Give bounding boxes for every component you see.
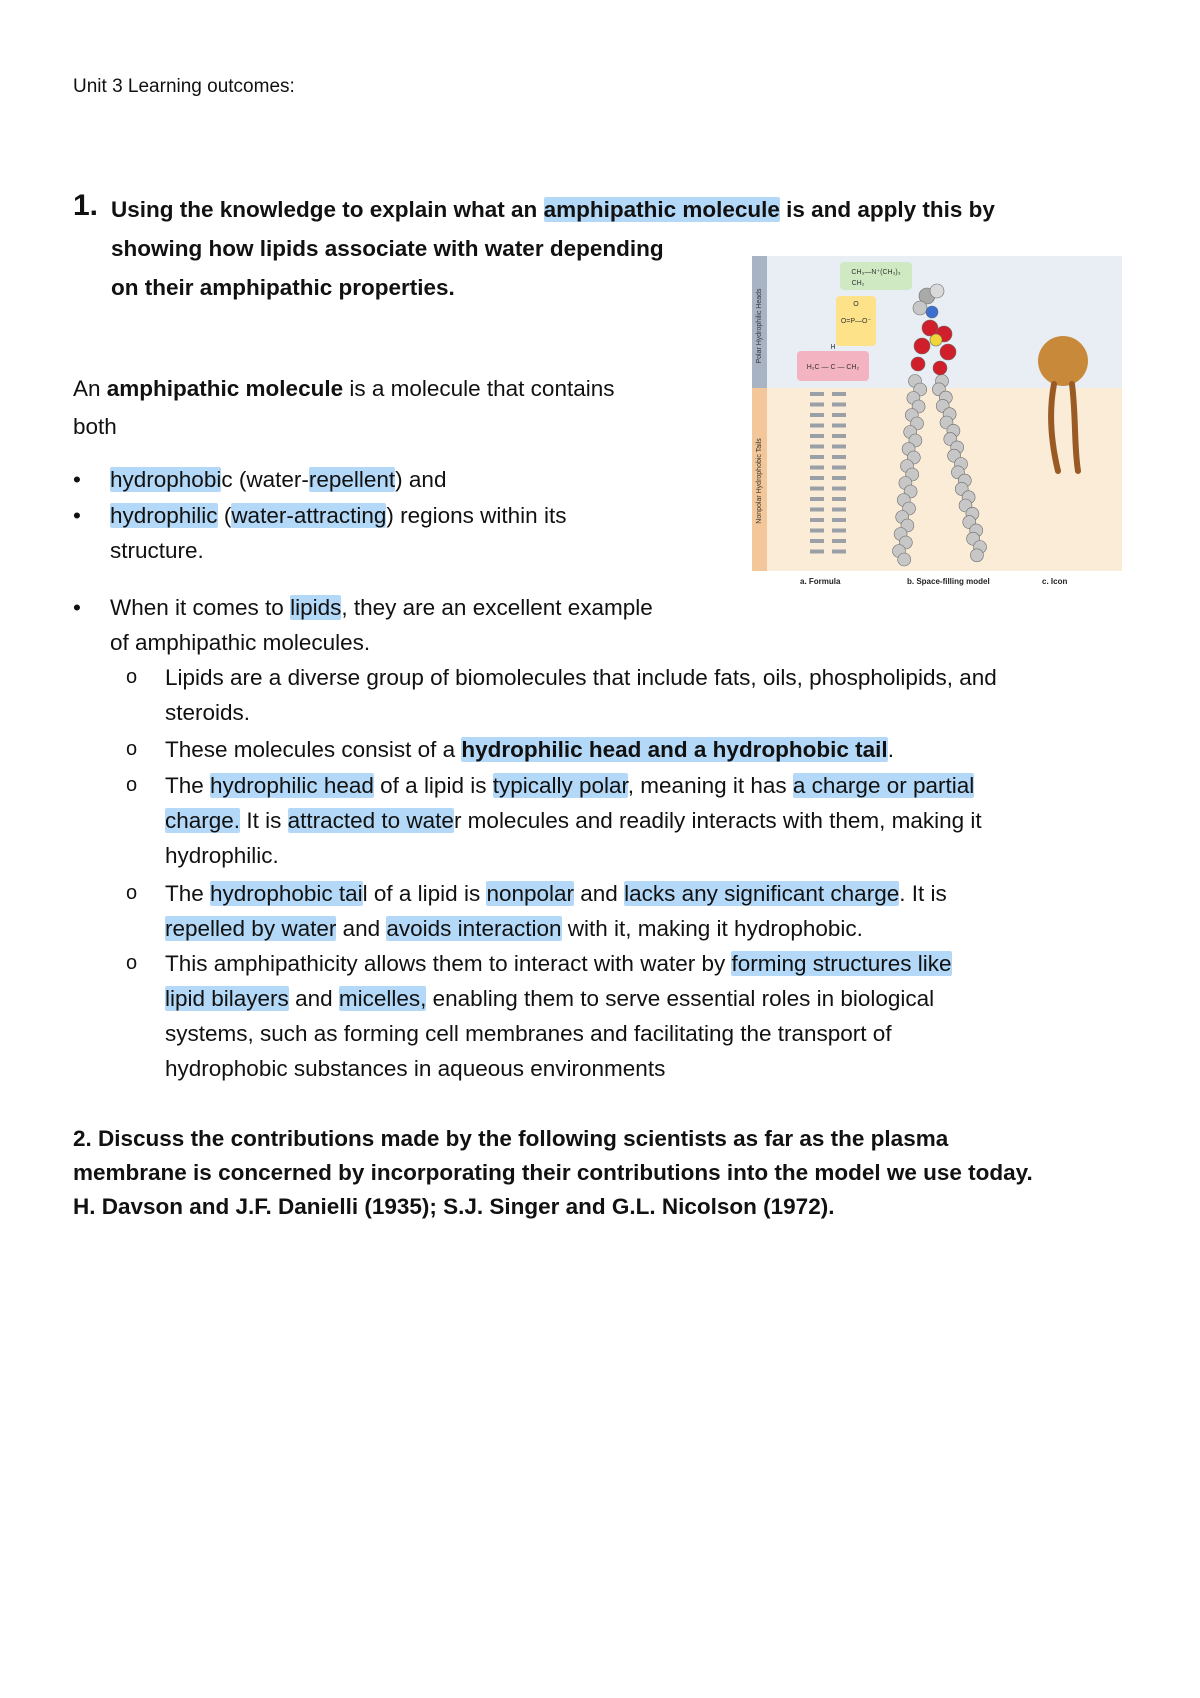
highlight: nonpolar — [486, 881, 575, 906]
definition-term: amphipathic molecule — [106, 376, 344, 401]
question-1-number: 1. — [73, 189, 99, 222]
sub-bullet-text: Lipids are a diverse group of biomolecules that include fats, oils, phospholipids, and — [165, 665, 997, 690]
formula-tail-mark — [810, 434, 824, 438]
nonpolar-tails-label: Nonpolar Hydrophobic Tails — [756, 438, 763, 524]
bullet-text: of amphipathic molecules. — [110, 630, 371, 655]
bullet-text: ) and — [395, 467, 447, 492]
sub-bullet-text: The — [165, 881, 211, 906]
formula-tail-mark — [810, 550, 824, 554]
q1-line2: showing how lipids associate with water depending — [111, 236, 664, 261]
sub-bullet-item — [126, 768, 1136, 873]
caption-space-filling: b. Space-filling model — [907, 577, 990, 586]
sub-bullet-text: l of a lipid is — [362, 881, 487, 906]
q1-line3: on their amphipathic properties. — [111, 275, 455, 300]
bullet-item — [73, 498, 733, 568]
definition-pre: An — [73, 376, 107, 401]
bullet-text: structure. — [110, 538, 204, 563]
question-2-line: H. Davson and J.F. Danielli (1935); S.J. Singer and G.L. Nicolson (1972). — [73, 1194, 835, 1219]
sub-bullet-text: of a lipid is — [373, 773, 493, 798]
atom — [940, 344, 956, 360]
highlight: hydrophilic head and a hydrophobic tail — [461, 737, 888, 762]
bullet-dot: • — [73, 503, 81, 528]
formula-tail-mark — [832, 445, 846, 449]
sub-bullet-text: systems, such as forming cell membranes and facilitating the transport of — [165, 1021, 892, 1046]
sub-bullet-text: with it, making it hydrophobic. — [561, 916, 863, 941]
question-2-line: 2. Discuss the contributions made by the following scientists as far as the plasma — [73, 1126, 949, 1151]
q1-text-b: is and apply this by — [779, 197, 995, 222]
q1-text-a: Using the knowledge to explain what an — [111, 197, 544, 222]
formula-tail-mark — [832, 508, 846, 512]
nonpolar-region-band — [752, 388, 1122, 571]
sub-bullet-text: . — [887, 737, 894, 762]
bullet-dot: • — [73, 595, 81, 620]
sub-bullet-text: hydrophobic substances in aqueous environments — [165, 1056, 666, 1081]
atom — [914, 338, 930, 354]
question-2 — [73, 1122, 1153, 1224]
formula-tail-mark — [832, 455, 846, 459]
highlight: hydrophobi — [110, 467, 222, 492]
highlight: hydrophobic tai — [210, 881, 363, 906]
sub-bullet-marker: o — [126, 952, 138, 974]
formula-tail-mark — [810, 403, 824, 407]
formula-tail-mark — [832, 413, 846, 417]
formula-tail-mark — [810, 487, 824, 491]
formula-tail-mark — [810, 529, 824, 533]
sub-bullet-text: This amphipathicity allows them to interact with water by — [165, 951, 732, 976]
sub-bullet-text: . It is — [899, 881, 947, 906]
sub-bullet-text: , meaning it has — [627, 773, 793, 798]
sub-bullet-item — [126, 660, 1136, 730]
sub-bullet-item — [126, 732, 1136, 767]
highlight: lipid bilayers — [165, 986, 289, 1011]
formula-tail-mark — [832, 497, 846, 501]
sub-bullet-text: It is — [240, 808, 288, 833]
sub-bullet-text: r molecules and readily interacts with them, making it — [453, 808, 982, 833]
highlight: attracted to wate — [287, 808, 454, 833]
formula-tail-mark — [832, 487, 846, 491]
highlight: forming structures like — [731, 951, 952, 976]
formula-tail-mark — [832, 466, 846, 470]
formula-tail-mark — [832, 550, 846, 554]
bullet-text: , they are an excellent example — [341, 595, 653, 620]
formula-tail-mark — [832, 476, 846, 480]
formula-tail-mark — [810, 413, 824, 417]
atom — [911, 357, 925, 371]
bullet-item — [73, 590, 733, 660]
formula-tail-mark — [810, 445, 824, 449]
formula-tail-mark — [810, 497, 824, 501]
formula-tail-mark — [832, 434, 846, 438]
formula-glycerol: H₂C — C — CH₂ — [806, 364, 860, 371]
formula-tail-mark — [832, 539, 846, 543]
bullet-text: When it comes to — [110, 595, 291, 620]
icon-head — [1038, 336, 1088, 386]
polar-heads-label: Polar Hydrophilic Heads — [756, 288, 763, 364]
formula-tail-mark — [832, 518, 846, 522]
phospholipid-figure — [752, 256, 1122, 588]
formula-ch2: CH₂ — [851, 280, 865, 287]
formula-tail-mark — [810, 466, 824, 470]
sub-bullet-item — [126, 876, 1136, 946]
formula-hydrogen: H — [830, 344, 836, 351]
definition-paragraph — [73, 370, 713, 446]
sub-bullet-text: and — [336, 916, 387, 941]
highlight: lipids — [290, 595, 342, 620]
atom — [930, 284, 944, 298]
highlight: amphipathic molecule — [543, 197, 780, 222]
formula-tail-mark — [810, 392, 824, 396]
formula-tail-mark — [810, 455, 824, 459]
highlight: water-attracting — [231, 503, 387, 528]
sub-bullet-text: enabling them to serve essential roles in biological — [426, 986, 935, 1011]
atom — [933, 361, 947, 375]
sub-bullet-text: and — [574, 881, 625, 906]
highlight: avoids interaction — [386, 916, 562, 941]
formula-tail-mark — [832, 392, 846, 396]
sub-bullet-text: and — [288, 986, 339, 1011]
bullet-text: c (water- — [221, 467, 309, 492]
sub-bullet-text: steroids. — [165, 700, 251, 725]
bullet-item — [73, 462, 733, 497]
highlight: repelled by water — [165, 916, 337, 941]
bullet-text: ) regions within its — [386, 503, 567, 528]
formula-tail-mark — [810, 539, 824, 543]
atom — [926, 306, 938, 318]
formula-phosphate: O=P—O⁻ — [840, 318, 872, 325]
atom — [930, 334, 942, 346]
formula-tail-mark — [810, 508, 824, 512]
formula-tail-mark — [810, 476, 824, 480]
formula-oxygen: O — [853, 301, 859, 308]
formula-choline: CH₃—N⁺(CH₃)₃ — [851, 269, 901, 276]
atom — [970, 549, 983, 562]
question-2-line: membrane is concerned by incorporating their contributions into the model we use today. — [73, 1160, 1033, 1185]
sub-bullet-marker: o — [126, 882, 138, 904]
formula-tail-mark — [832, 424, 846, 428]
sub-bullet-text: hydrophilic. — [165, 843, 279, 868]
highlight: repellent — [308, 467, 396, 492]
highlight: a charge or partial — [792, 773, 975, 798]
definition-post: is a molecule that contains — [343, 376, 615, 401]
highlight: hydrophilic — [110, 503, 218, 528]
formula-tail-mark — [810, 424, 824, 428]
formula-tail-mark — [832, 403, 846, 407]
highlight: micelles, — [338, 986, 427, 1011]
highlight: charge. — [165, 808, 241, 833]
sub-bullet-marker: o — [126, 774, 138, 796]
sub-bullet-text: The — [165, 773, 211, 798]
atom — [898, 553, 911, 566]
atom — [913, 301, 927, 315]
sub-bullet-marker: o — [126, 666, 138, 688]
highlight: typically polar — [492, 773, 628, 798]
definition-line2: both — [73, 414, 117, 439]
sub-bullet-text: These molecules consist of a — [165, 737, 462, 762]
caption-icon: c. Icon — [1042, 577, 1068, 586]
bullet-text: ( — [217, 503, 232, 528]
atom — [922, 320, 938, 336]
formula-tail-mark — [810, 518, 824, 522]
highlight: hydrophilic head — [210, 773, 374, 798]
bullet-dot: • — [73, 467, 81, 492]
sub-bullet-marker: o — [126, 738, 138, 760]
formula-tail-mark — [832, 529, 846, 533]
caption-formula: a. Formula — [800, 577, 841, 586]
highlight: lacks any significant charge — [624, 881, 900, 906]
page-header: Unit 3 Learning outcomes: — [73, 76, 295, 97]
sub-bullet-item — [126, 946, 1136, 1086]
